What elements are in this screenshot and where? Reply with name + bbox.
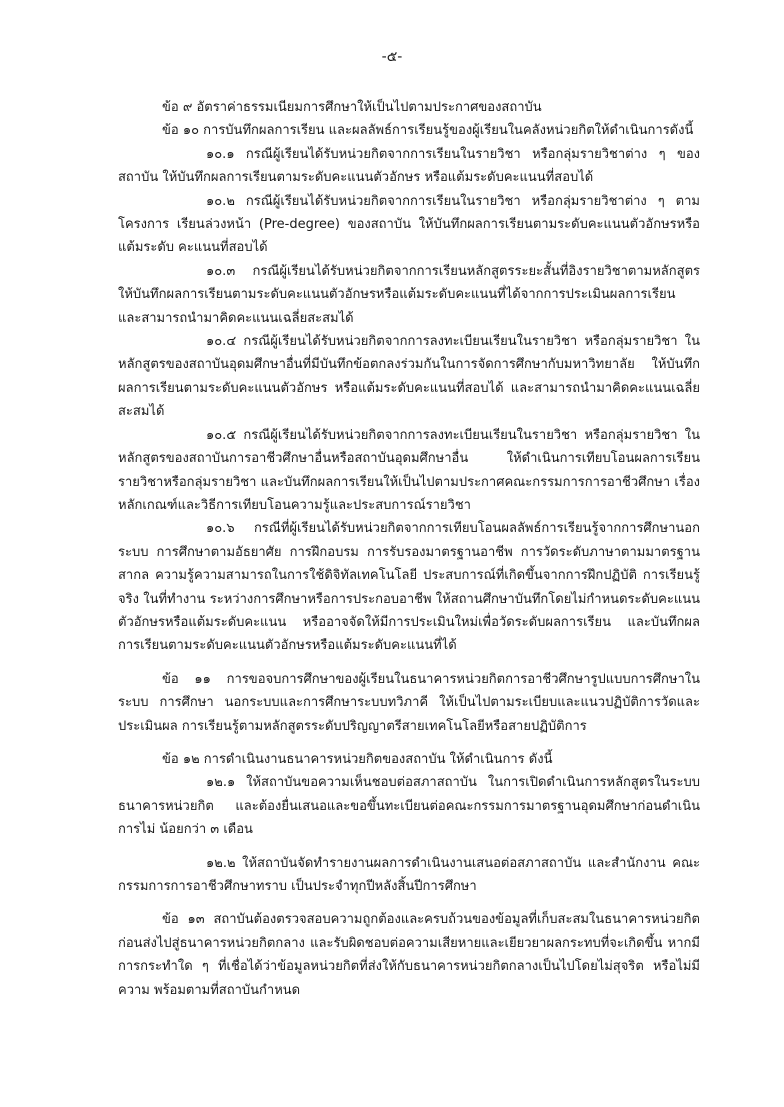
clause-10-6: ๑๐.๖ กรณีที่ผู้เรียนได้รับหน่วยกิตจากการเทียบโอนผลลัพธ์การเรียนรู้จากการศึกษานอกระบบ การศึกษาตามอัธยาศัย การฝึกอบรม การรับรองมาตรฐานอาชีพ การวัดระดับภาษาตามมาตรฐานสากล ความรู้ความสามารถในการใช้ดิจิทัลเทคโนโลยี ประสบการณ์ที่เกิดขึ้นจากการฝึกปฏิบัติ การเรียนรู้จริง ในที่ทำงาน ระหว่างการศึกษาหรือการประกอบอาชีพ ให้สถานศึกษาบันทึกโดยไม่กำหนดระดับคะแนน ตัวอักษรหรือแต้มระดับคะแนน หรืออาจจัดให้มีการประเมินใหม่เพื่อวัดระดับผลการเรียน และบันทึกผล การเรียนตามระดับคะแนนตัวอักษรหรือแต้มระดับคะแนนที่ได้ [118, 521, 700, 654]
page-number: -๕- [381, 49, 403, 65]
clause-12: ข้อ ๑๒ การดำเนินงานธนาคารหน่วยกิตของสถาบัน ให้ดำเนินการ ดังนี้ [162, 751, 553, 767]
clause-10: ข้อ ๑๐ การบันทึกผลการเรียน และผลลัพธ์การเรียนรู้ของผู้เรียนในคลังหน่วยกิตให้ดำเนินการดังนี้ [162, 123, 694, 139]
clause-10-2: ๑๐.๒ กรณีผู้เรียนได้รับหน่วยกิตจากการเรียนในรายวิชา หรือกลุ่มรายวิชาต่าง ๆ ตามโครงการ เรียนล่วงหน้า (Pre-degree) ของสถาบัน ให้บันทึกผลการเรียนตามระดับคะแนนตัวอักษรหรือแต้มระดับ คะแนนที่สอบได้ [118, 193, 700, 256]
clause-12-1: ๑๒.๑ ให้สถาบันขอความเห็นชอบต่อสภาสถาบัน ในการเปิดดำเนินการหลักสูตรในระบบ ธนาคารหน่วยกิต และต้องยื่นเสนอและขอขึ้นทะเบียนต่อคณะกรรมการมาตรฐานอุดมศึกษาก่อนดำเนินการไม่ น้อยกว่า ๓ เดือน [118, 775, 700, 838]
document-body [118, 96, 700, 1002]
clause-13: ข้อ ๑๓ สถาบันต้องตรวจสอบความถูกต้องและครบถ้วนของข้อมูลที่เก็บสะสมในธนาคารหน่วยกิต ก่อนส่งไปสู่ธนาคารหน่วยกิตกลาง และรับผิดชอบต่อความเสียหายและเยียวยาผลกระทบที่จะเกิดขึ้น หากมี การกระทำใด ๆ ที่เชื่อได้ว่าข้อมูลหน่วยกิตที่ส่งให้กับธนาคารหน่วยกิตกลางเป็นไปโดยไม่สุจริต หรือไม่มีความ พร้อมตามที่สถาบันกำหนด [118, 912, 700, 998]
clause-10-5: ๑๐.๕ กรณีผู้เรียนได้รับหน่วยกิตจากการลงทะเบียนเรียนในรายวิชา หรือกลุ่มรายวิชา ในหลักสูตรของสถาบันการอาชีวศึกษาอื่นหรือสถาบันอุดมศึกษาอื่น ให้ดำเนินการเทียบโอนผลการเรียน รายวิชาหรือกลุ่มรายวิชา และบันทึกผลการเรียนให้เป็นไปตามประกาศคณะกรรมการการอาชีวศึกษา เรื่อง หลักเกณฑ์และวิธีการเทียบโอนความรู้และประสบการณ์รายวิชา [118, 427, 700, 513]
clause-11: ข้อ ๑๑ การขอจบการศึกษาของผู้เรียนในธนาคารหน่วยกิตการอาชีวศึกษารูปแบบการศึกษาในระบบ การศึกษา นอกระบบและการศึกษาระบบทวิภาคี ให้เป็นไปตามระเบียบและแนวปฏิบัติการวัดและประเมินผล การเรียนรู้ตามหลักสูตรระดับปริญญาตรีสายเทคโนโลยีหรือสายปฏิบัติการ [118, 671, 700, 734]
clause-10-1: ๑๐.๑ กรณีผู้เรียนได้รับหน่วยกิตจากการเรียนในรายวิชา หรือกลุ่มรายวิชาต่าง ๆ ของสถาบัน ให้บันทึกผลการเรียนตามระดับคะแนนตัวอักษร หรือแต้มระดับคะแนนที่สอบได้ [118, 146, 700, 186]
clause-9: ข้อ ๙ อัตราค่าธรรมเนียมการศึกษาให้เป็นไปตามประกาศของสถาบัน [162, 100, 542, 115]
clause-12-2: ๑๒.๒ ให้สถาบันจัดทำรายงานผลการดำเนินงานเสนอต่อสภาสถาบัน และสำนักงาน คณะกรรมการการอาชีวศึกษาทราบ เป็นประจำทุกปีหลังสิ้นปีการศึกษา [118, 855, 700, 894]
clause-10-3: ๑๐.๓ กรณีผู้เรียนได้รับหน่วยกิตจากการเรียนหลักสูตรระยะสั้นที่อิงรายวิชาตามหลักสูตร ให้บันทึกผลการเรียนตามระดับคะแนนตัวอักษรหรือแต้มระดับคะแนนที่ได้จากการประเมินผลการเรียน และสามารถนำมาคิดคะแนนเฉลี่ยสะสมได้ [118, 263, 700, 326]
clause-10-4: ๑๐.๔ กรณีผู้เรียนได้รับหน่วยกิตจากการลงทะเบียนเรียนในรายวิชา หรือกลุ่มรายวิชา ในหลักสูตรของสถาบันอุดมศึกษาอื่นที่มีบันทึกข้อตกลงร่วมกันในการจัดการศึกษากับมหาวิทยาลัย ให้บันทึก ผลการเรียนตามระดับคะแนนตัวอักษร หรือแต้มระดับคะแนนที่สอบได้ และสามารถนำมาคิดคะแนนเฉลี่ย สะสมได้ [118, 334, 700, 420]
